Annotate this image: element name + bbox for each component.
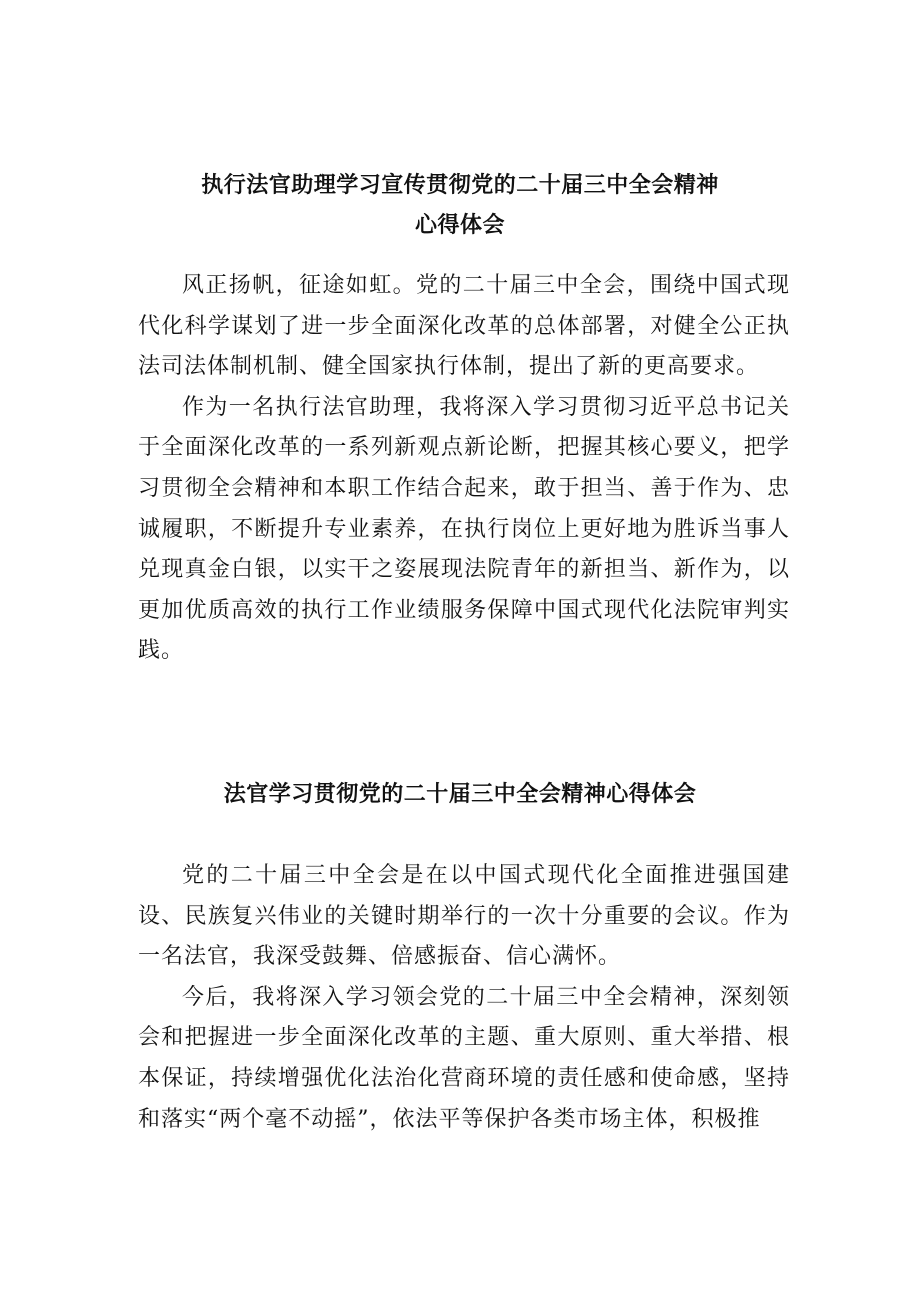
section-1-body bbox=[138, 266, 790, 672]
section-1-title-line-1: 执行法官助理学习宣传贯彻党的二十届三中全会精神 bbox=[201, 173, 719, 198]
section-2-title-line-1: 法官学习贯彻党的二十届三中全会精神心得体会 bbox=[223, 782, 697, 807]
section-2-paragraph-2: 今后，我将深入学习领会党的二十届三中全会精神，深刻领会和把握进一步全面深化改革的主题、重大原则、重大举措、根本保证，持续增强优化法治化营商环境的责任感和使命感，坚持和落实“两个毫不动摇”，依法平等保护各类市场主体，积极推 bbox=[138, 984, 790, 1132]
section-2-title bbox=[0, 775, 920, 815]
section-2-body bbox=[138, 856, 790, 1140]
section-2-paragraph-1: 党的二十届三中全会是在以中国式现代化全面推进强国建设、民族复兴伟业的关键时期举行的一次十分重要的会议。作为一名法官，我深受鼓舞、倍感振奋、信心满怀。 bbox=[138, 863, 790, 970]
section-1-paragraph-1: 风正扬帆，征途如虹。党的二十届三中全会，围绕中国式现代化科学谋划了进一步全面深化改革的总体部署，对健全公正执法司法体制机制、健全国家执行体制，提出了新的更高要求。 bbox=[138, 273, 790, 380]
section-1-title bbox=[0, 166, 920, 246]
section-1-paragraph-2: 作为一名执行法官助理，我将深入学习贯彻习近平总书记关于全面深化改革的一系列新观点新论断，把握其核心要义，把学习贯彻全会精神和本职工作结合起来，敢于担当、善于作为、忠诚履职，不断提升专业素养，在执行岗位上更好地为胜诉当事人兑现真金白银，以实干之姿展现法院青年的新担当、新作为，以更加优质高效的执行工作业绩服务保障中国式现代化法院审判实践。 bbox=[138, 394, 790, 664]
section-1-title-line-2: 心得体会 bbox=[414, 213, 505, 238]
